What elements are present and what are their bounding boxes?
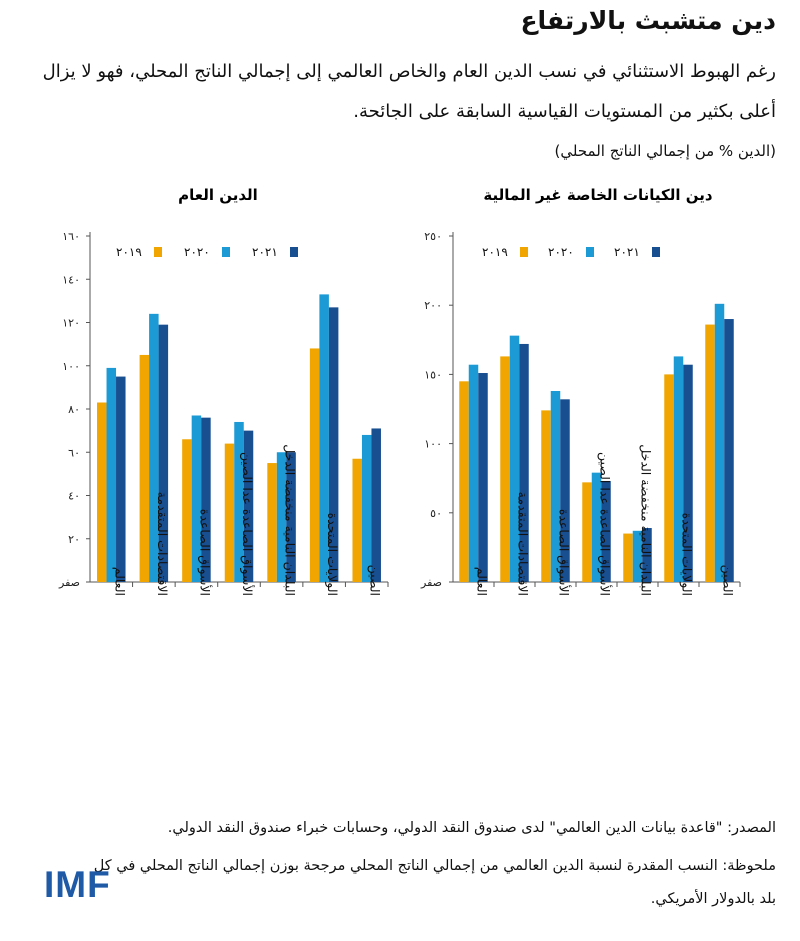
bar-2019 (664, 374, 674, 582)
x-category-label: الاقتصادات المتقدمة (515, 491, 531, 596)
bar-2021 (724, 319, 734, 582)
x-category-label: الولايات المتحدة (325, 512, 341, 596)
bar-2019 (140, 355, 150, 582)
x-category-label: الولايات المتحدة (679, 512, 695, 596)
chart-title: دين الكيانات الخاصة غير المالية (483, 186, 713, 204)
bar-2019 (582, 482, 592, 582)
bar-2020 (107, 368, 117, 582)
imf-logo: IMF (44, 864, 111, 905)
y-tick-label: ١٤٠ (62, 273, 80, 287)
x-category-label: الصين (367, 564, 383, 596)
bar-2021 (371, 428, 381, 582)
bar-2021 (478, 373, 488, 582)
x-category-label: الأسواق الصاعدة (197, 508, 213, 596)
x-category-label: الأسواق الصاعدة عدا الصين (597, 451, 613, 596)
bar-2019 (267, 463, 277, 582)
y-tick-label: ٦٠ (68, 446, 80, 460)
legend-label-2021: ٢٠٢١ (614, 245, 640, 259)
y-tick-label: ٥٠ (430, 506, 442, 520)
bar-2019 (182, 439, 192, 582)
legend-label-2019: ٢٠١٩ (116, 245, 142, 259)
y-tick-label: صفر (59, 576, 80, 589)
x-category-label: العالم (112, 566, 128, 596)
y-tick-label: ١٦٠ (62, 230, 80, 243)
page-title: دين متشبث بالارتفاع (520, 6, 776, 35)
legend-swatch-2020 (222, 247, 230, 257)
legend-swatch-2020 (586, 247, 594, 257)
legend-label-2021: ٢٠٢١ (252, 245, 278, 259)
y-tick-label: ٤٠ (68, 489, 80, 503)
chart-public (58, 186, 388, 596)
bar-2020 (715, 304, 725, 582)
bar-2019 (310, 348, 320, 582)
x-category-label: الأسواق الصاعدة (556, 508, 572, 596)
y-tick-label: ١٢٠ (62, 316, 80, 330)
bar-2021 (116, 377, 126, 582)
y-tick-label: ٢٠٠ (424, 299, 442, 313)
legend-label-2020: ٢٠٢٠ (548, 245, 574, 259)
chart-private (420, 186, 740, 596)
legend-swatch-2019 (520, 247, 528, 257)
bar-2019 (225, 444, 235, 582)
bar-2019 (541, 410, 551, 582)
x-category-label: البلدان النامية منخفضة الدخل (282, 444, 298, 596)
x-category-label: العالم (474, 566, 490, 596)
bar-2020 (469, 365, 479, 582)
x-category-label: الاقتصادات المتقدمة (154, 491, 170, 596)
y-tick-label: ٨٠ (68, 403, 80, 416)
bar-2019 (459, 381, 469, 582)
x-category-label: الأسواق الصاعدة عدا الصين (240, 451, 255, 596)
y-tick-label: ٢٠ (68, 532, 80, 546)
legend-swatch-2019 (154, 247, 162, 257)
bar-2019 (705, 325, 715, 582)
units-label: (الدين % من إجمالي الناتج المحلي) (554, 142, 776, 160)
legend-label-2019: ٢٠١٩ (482, 245, 508, 259)
source-note: المصدر: "قاعدة بيانات الدين العالمي" لدى صندوق النقد الدولي، وحسابات خبراء صندوق النقد الدولي. (167, 820, 776, 836)
chart-title: الدين العام (178, 186, 258, 204)
y-tick-label: صفر (421, 576, 442, 589)
bar-2019 (97, 403, 107, 582)
footnote: ملحوظة: النسب المقدرة لنسبة الدين العالمي من إجمالي الناتج المحلي مرجحة بوزن إجمالي الناتج المحلي في كل بلد بالدولار الأمريكي. (93, 858, 776, 907)
y-tick-label: ١٥٠ (424, 368, 442, 382)
y-tick-label: ٢٥٠ (424, 230, 442, 243)
bar-2019 (500, 356, 510, 582)
bar-2019 (352, 459, 362, 582)
legend-swatch-2021 (652, 247, 660, 257)
y-tick-label: ١٠٠ (62, 359, 80, 373)
x-category-label: البلدان النامية منخفضة الدخل (638, 444, 654, 596)
y-tick-label: ١٠٠ (424, 437, 442, 451)
x-category-label: الصين (720, 564, 736, 596)
page-subtitle: رغم الهبوط الاستثنائي في نسب الدين العام والخاص العالمي إلى إجمالي الناتج المحلي، فهو لا يزال أعلى بكثير من المستويات القياسية السابقة على الجائحة. (42, 61, 776, 122)
bar-2020 (362, 435, 372, 582)
legend-swatch-2021 (290, 247, 298, 257)
bar-2019 (623, 534, 633, 582)
legend-label-2020: ٢٠٢٠ (184, 245, 210, 259)
